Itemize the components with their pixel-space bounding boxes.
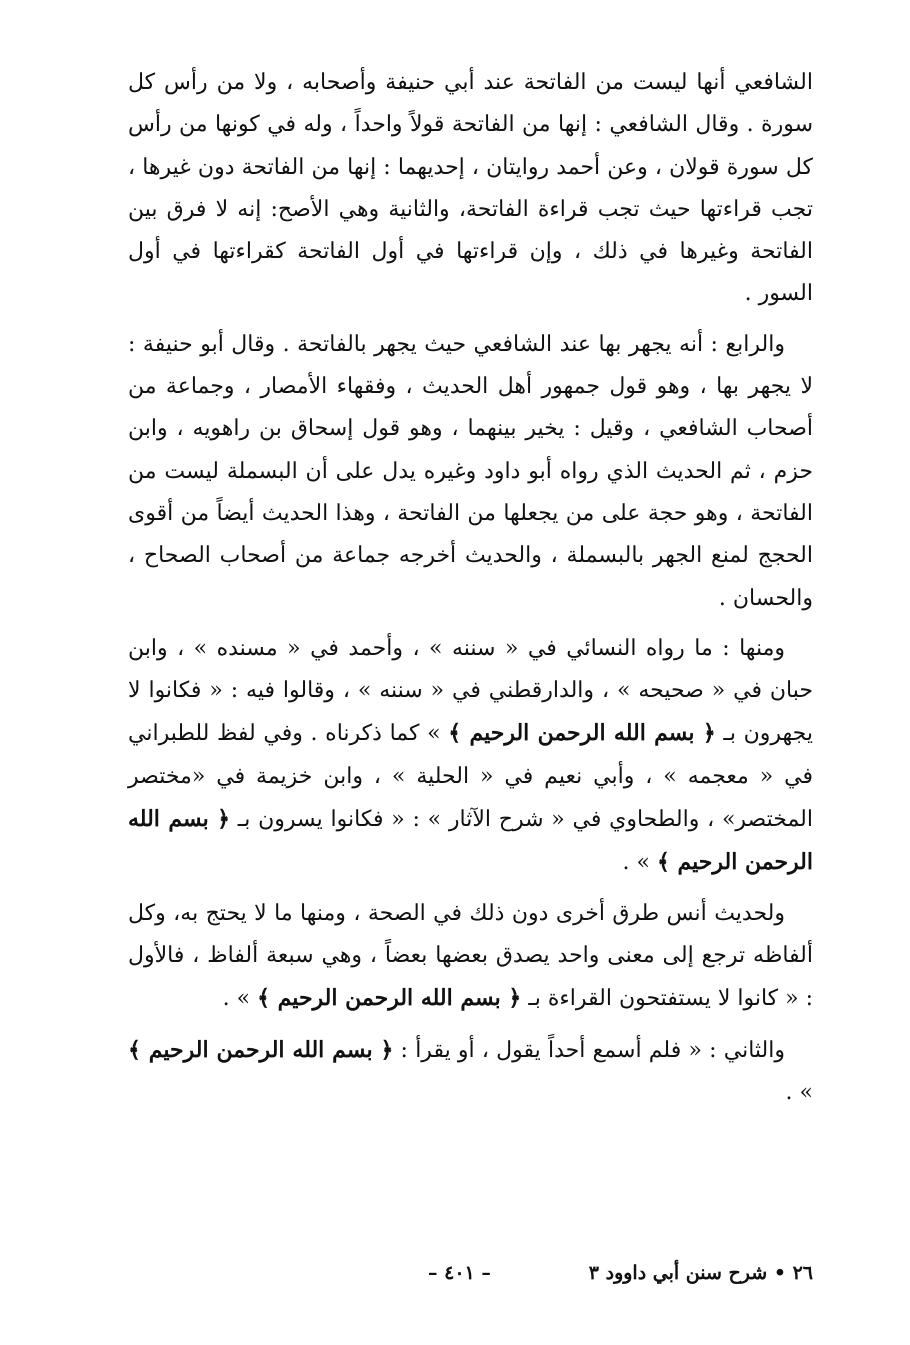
paragraph [128,628,813,885]
page-footer [128,1262,813,1294]
paragraph-text: والثاني : « فلم أسمع أحداً يقول ، أو يقرأ : [393,1037,785,1063]
book-label: ٢٦ • شرح سنن أبي داوود ٣ [588,1262,813,1284]
paragraph-text: » . [622,850,657,876]
paragraph-text: ولحديث أنس طرق أخرى دون ذلك في الصحة ، ومنها ما لا يحتج به، وكل ألفاظه ترجع إلى معنى واحد يصدق بعضها بعضاً ، وهي سبعة ألفاظ ، فالأول : « كانوا لا يستفتحون القراءة بـ [128,900,813,1012]
quran-quote: ﴿ بسم الله الرحمن الرحيم ﴾ [257,985,522,1012]
quran-quote: ﴿ بسم الله الرحمن الرحيم ﴾ [128,1036,394,1063]
paragraph-text: » . [785,1079,813,1105]
quran-quote: ﴿ بسم الله الرحمن الرحيم ﴾ [128,806,813,876]
page-body [128,62,813,1114]
paragraph-text: الشافعي أنها ليست من الفاتحة عند أبي حنيفة وأصحابه ، ولا من رأس كل سورة . وقال الشافعي : إنها من الفاتحة قولاً واحداً ، وله في كونها من رأس كل سورة قولان ، وعن أحمد روايتان ، إحديهما : إنها من الفاتحة دون غيرها ، تجب قراءتها حيث تجب قراءة الفاتحة، والثانية وهي الأصح: إنه لا فرق بين الفاتحة وغيرها في ذلك ، وإن قراءتها في أول الفاتحة كقراءتها في أول السور . [128,70,813,307]
paragraph-text: والرابع : أنه يجهر بها عند الشافعي حيث يجهر بالفاتحة . وقال أبو حنيفة : لا يجهر بها ، وهو قول جمهور أهل الحديث ، وفقهاء الأمصار ، وجماعة من أصحاب الشافعي ، وقيل : يخير بينهما ، وهو قول إسحاق بن راهويه ، وابن حزم ، ثم الحديث الذي رواه أبو داود وغيره يدل على أن البسملة ليست من الفاتحة ، وهو حجة على من يجعلها من الفاتحة ، وهذا الحديث أيضاً من أقوى الحجج لمنع الجهر بالبسملة ، والحديث أخرجه جماعة من أصحاب الصحاح ، والحسان . [128,331,813,611]
paragraph [128,62,813,316]
paragraph [128,324,813,620]
paragraph [128,1029,813,1115]
paragraph-text: » . [222,986,258,1012]
page-number: – ٤٠١ – [428,1262,491,1284]
paragraph-text: ومنها : ما رواه النسائي في « سننه » ، وأحمد في « مسنده » ، وابن حبان في « صحيحه » ، والدارقطني في « سننه » ، وقالوا فيه : « فكانوا لا يجهرون بـ [128,635,813,747]
quran-quote: ﴿ بسم الله الرحمن الرحيم ﴾ [448,720,716,747]
paragraph [128,893,813,1021]
paragraph-text: » كما ذكرناه . وفي لفظ للطبراني في « معجمه » ، وأبي نعيم في « الحلية » ، وابن خزيمة في «مختصر المختصر» ، والطحاوي في « شرح الآثار » : « فكانوا يسرون بـ [128,721,814,833]
